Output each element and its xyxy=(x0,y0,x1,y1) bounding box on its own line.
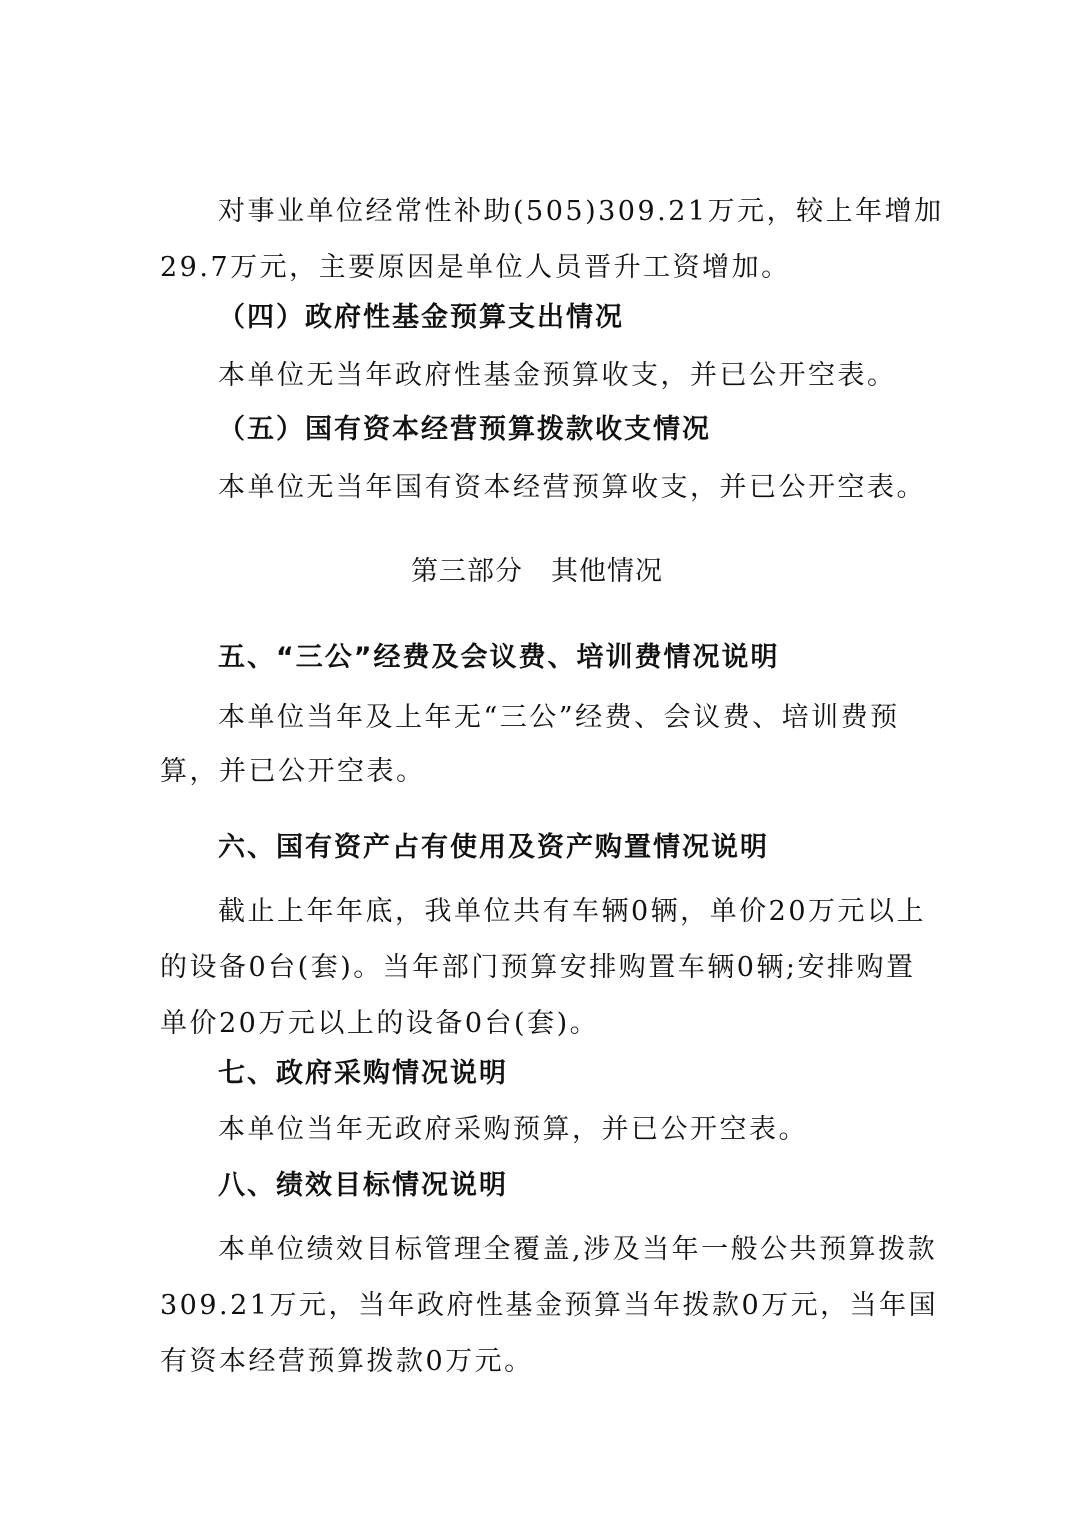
paragraph-performance-line-2: 309.21万元，当年政府性基金预算当年拨款0万元，当年国 xyxy=(160,1290,939,1321)
heading-performance-targets: 八、绩效目标情况说明 xyxy=(218,1170,508,1201)
paragraph-three-public-line-2: 算，并已公开空表。 xyxy=(160,756,426,787)
heading-state-capital-budget: （五）国有资本经营预算拨款收支情况 xyxy=(218,414,711,445)
paragraph-state-capital: 本单位无当年国有资本经营预算收支，并已公开空表。 xyxy=(218,472,926,503)
paragraph-assets-line-3: 单价20万元以上的设备0台(套)。 xyxy=(160,1008,600,1039)
paragraph-government-fund: 本单位无当年政府性基金预算收支，并已公开空表。 xyxy=(218,360,897,391)
paragraph-assets-line-1: 截止上年年底，我单位共有车辆0辆，单价20万元以上 xyxy=(218,896,927,927)
paragraph-subsidy-line-1: 对事业单位经常性补助(505)309.21万元，较上年增加 xyxy=(218,196,944,227)
heading-state-assets: 六、国有资产占有使用及资产购置情况说明 xyxy=(218,832,769,863)
heading-three-public-expenses: 五、“三公”经费及会议费、培训费情况说明 xyxy=(218,642,780,673)
section-title-part-three: 第三部分 其他情况 xyxy=(411,556,663,587)
paragraph-three-public-line-1: 本单位当年及上年无“三公”经费、会议费、培训费预 xyxy=(218,702,900,733)
heading-government-procurement: 七、政府采购情况说明 xyxy=(218,1058,508,1089)
paragraph-subsidy-line-2: 29.7万元，主要原因是单位人员晋升工资增加。 xyxy=(160,252,791,283)
heading-government-fund-expenditure: （四）政府性基金预算支出情况 xyxy=(218,302,624,333)
paragraph-assets-line-2: 的设备0台(套)。当年部门预算安排购置车辆0辆;安排购置 xyxy=(160,952,916,983)
paragraph-performance-line-3: 有资本经营预算拨款0万元。 xyxy=(160,1346,534,1377)
paragraph-procurement: 本单位当年无政府采购预算，并已公开空表。 xyxy=(218,1114,808,1145)
paragraph-performance-line-1: 本单位绩效目标管理全覆盖,涉及当年一般公共预算拨款 xyxy=(218,1234,938,1265)
